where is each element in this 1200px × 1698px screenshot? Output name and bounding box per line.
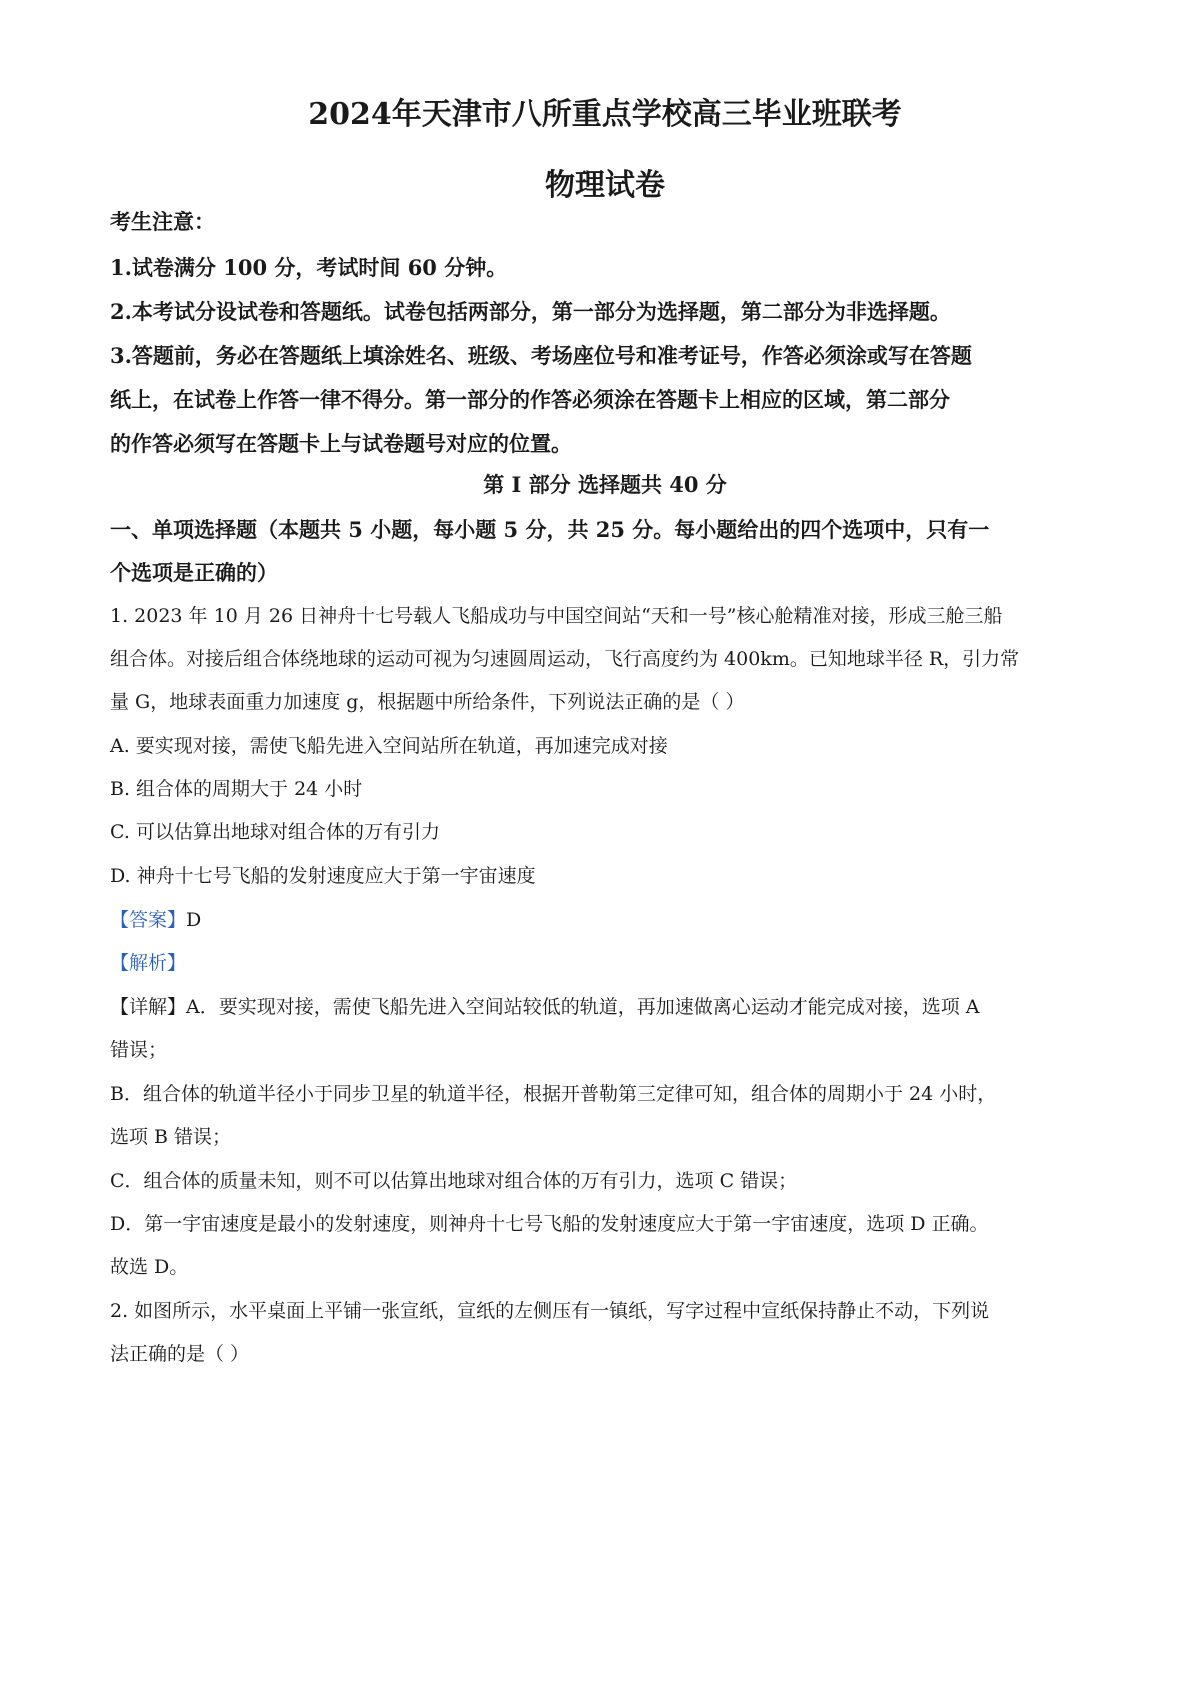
- section-heading-line-2: 个选项是正确的）: [110, 560, 278, 585]
- notice-line-1: 1.试卷满分 100 分，考试时间 60 分钟。: [110, 255, 508, 280]
- q1-detail-line-1: 【详解】A．要实现对接，需使飞船先进入空间站较低的轨道，再加速做离心运动才能完成对接，选项 A: [110, 996, 980, 1018]
- analysis-tag: 【解析】: [110, 952, 187, 974]
- q1-option-c: C. 可以估算出地球对组合体的万有引力: [110, 821, 440, 843]
- q1-detail-line-4: 选项 B 错误；: [110, 1126, 232, 1148]
- notice-heading: 考生注意：: [110, 209, 215, 234]
- notice-line-5: 的作答必须写在答题卡上与试卷题号对应的位置。: [110, 431, 572, 456]
- q1-answer: [110, 906, 201, 934]
- notice-line-3: 3.答题前，务必在答题纸上填涂姓名、班级、考场座位号和准考证号，作答必须涂或写在答题: [110, 343, 972, 368]
- q1-detail-line-7: 故选 D。: [110, 1256, 189, 1278]
- q1-detail-line-6: D．第一宇宙速度是最小的发射速度，则神舟十七号飞船的发射速度应大于第一宇宙速度，选项 D 正确。: [110, 1213, 989, 1235]
- exam-title: 2024年天津市八所重点学校高三毕业班联考: [308, 97, 902, 132]
- q1-option-b: B. 组合体的周期大于 24 小时: [110, 778, 363, 800]
- part1-heading: 第 I 部分 选择题共 40 分: [483, 472, 727, 497]
- exam-subtitle: 物理试卷: [545, 168, 665, 203]
- q1-detail-line-5: C．组合体的质量未知，则不可以估算出地球对组合体的万有引力，选项 C 错误；: [110, 1170, 798, 1192]
- answer-value: D: [186, 909, 202, 931]
- q2-stem-line-2: 法正确的是（ ）: [110, 1343, 250, 1365]
- q2-stem-line-1: 2. 如图所示，水平桌面上平铺一张宣纸，宣纸的左侧压有一镇纸，写字过程中宣纸保持静止不动，下列说: [110, 1300, 990, 1322]
- notice-line-4: 纸上，在试卷上作答一律不得分。第一部分的作答必须涂在答题卡上相应的区域，第二部分: [110, 387, 950, 412]
- q1-stem-line-2: 组合体。对接后组合体绕地球的运动可视为匀速圆周运动，飞行高度约为 400km。已知地球半径 R，引力常: [110, 648, 1020, 670]
- q1-stem-line-1: 1. 2023 年 10 月 26 日神舟十七号载人飞船成功与中国空间站“天和一号”核心舱精准对接，形成三舱三船: [110, 605, 1003, 627]
- q1-detail-line-2: 错误；: [110, 1039, 168, 1061]
- section-heading-line-1: 一、单项选择题（本题共 5 小题，每小题 5 分，共 25 分。每小题给出的四个选项中，只有一: [110, 517, 990, 542]
- q1-option-d: D. 神舟十七号飞船的发射速度应大于第一宇宙速度: [110, 865, 536, 887]
- q1-detail-line-3: B．组合体的轨道半径小于同步卫星的轨道半径，根据开普勒第三定律可知，组合体的周期小于 24 小时，: [110, 1083, 997, 1105]
- q1-option-a: A. 要实现对接，需使飞船先进入空间站所在轨道，再加速完成对接: [110, 735, 668, 757]
- q1-stem-line-3: 量 G，地球表面重力加速度 g，根据题中所给条件，下列说法正确的是（ ）: [110, 691, 745, 713]
- answer-tag: 【答案】: [110, 909, 187, 931]
- notice-line-2: 2.本考试分设试卷和答题纸。试卷包括两部分，第一部分为选择题，第二部分为非选择题。: [110, 299, 951, 324]
